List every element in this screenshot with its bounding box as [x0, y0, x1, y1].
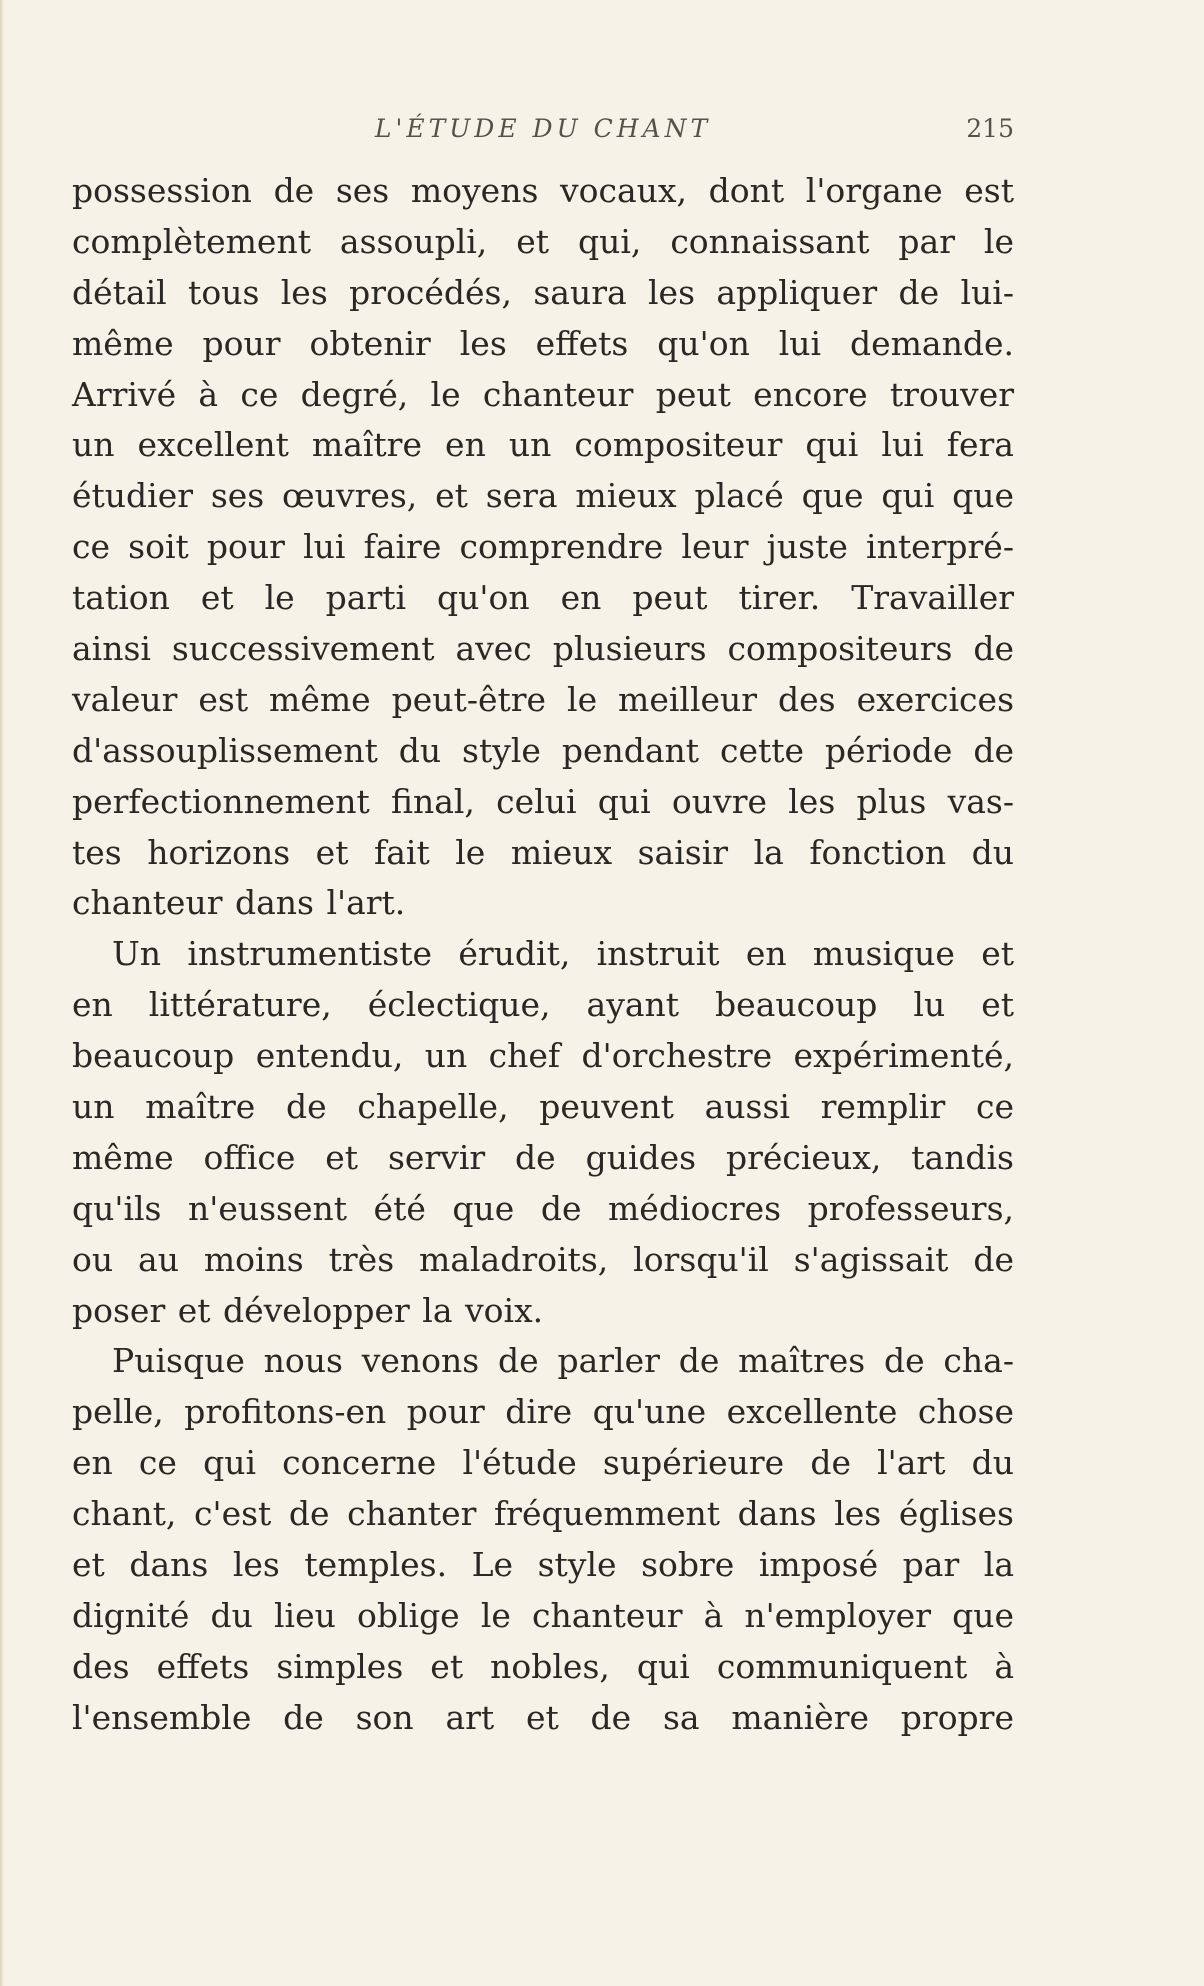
text-line: en littérature, éclectique, ayant beaucoup lu et — [72, 985, 1014, 1025]
text-line: pelle, profitons-en pour dire qu'une excellente chose — [72, 1392, 1014, 1432]
text-line: valeur est même peut-être le meilleur des exercices — [72, 679, 1014, 719]
text-body — [72, 166, 1014, 1744]
text-line: en ce qui concerne l'étude supérieure de l'art du — [72, 1443, 1014, 1483]
paragraph-start-line: Un instrumentiste érudit, instruit en musique et — [112, 934, 1014, 974]
text-line: l'ensemble de son art et de sa manière propre — [72, 1697, 1014, 1737]
text-line: qu'ils n'eussent été que de médiocres professeurs, — [72, 1188, 1014, 1228]
text-line: dignité du lieu oblige le chanteur à n'employer que — [72, 1595, 1014, 1635]
page-edge-shadow — [0, 0, 4, 1986]
text-line: même pour obtenir les effets qu'on lui demande. — [72, 323, 1014, 363]
text-line: d'assouplissement du style pendant cette période de — [72, 730, 1014, 770]
running-head — [72, 108, 1014, 148]
text-line: Arrivé à ce degré, le chanteur peut encore trouver — [72, 374, 1014, 414]
paragraph-start-line: Puisque nous venons de parler de maîtres de cha- — [112, 1341, 1014, 1381]
page-number: 215 — [966, 114, 1014, 143]
text-line: un maître de chapelle, peuvent aussi remplir ce — [72, 1087, 1014, 1127]
text-line: tation et le parti qu'on en peut tirer. Travailler — [72, 578, 1014, 618]
text-line: possession de ses moyens vocaux, dont l'organe est — [72, 171, 1014, 210]
running-title: L'ÉTUDE DU CHANT — [374, 114, 712, 143]
text-line: beaucoup entendu, un chef d'orchestre expérimenté, — [72, 1036, 1014, 1076]
text-line: ce soit pour lui faire comprendre leur juste interpré- — [72, 527, 1014, 567]
text-line: un excellent maître en un compositeur qui lui fera — [72, 425, 1014, 465]
text-line: complètement assoupli, et qui, connaissant par le — [72, 221, 1014, 261]
text-line: chant, c'est de chanter fréquemment dans les églises — [72, 1494, 1014, 1534]
text-line: des effets simples et nobles, qui communiquent à — [72, 1646, 1014, 1686]
paragraph-end-line: chanteur dans l'art. — [72, 883, 406, 923]
text-line: ainsi successivement avec plusieurs compositeurs de — [72, 629, 1014, 669]
text-line: détail tous les procédés, saura les appliquer de lui- — [72, 272, 1014, 312]
text-line: tes horizons et fait le mieux saisir la fonction du — [72, 832, 1014, 872]
text-line: et dans les temples. Le style sobre imposé par la — [72, 1545, 1014, 1585]
text-line: étudier ses œuvres, et sera mieux placé que qui que — [72, 476, 1014, 516]
text-line: perfectionnement final, celui qui ouvre les plus vas- — [72, 781, 1014, 821]
text-line: même office et servir de guides précieux, tandis — [72, 1137, 1014, 1177]
text-line: ou au moins très maladroits, lorsqu'il s'agissait de — [72, 1239, 1014, 1279]
paragraph-end-line: poser et développer la voix. — [72, 1290, 544, 1330]
